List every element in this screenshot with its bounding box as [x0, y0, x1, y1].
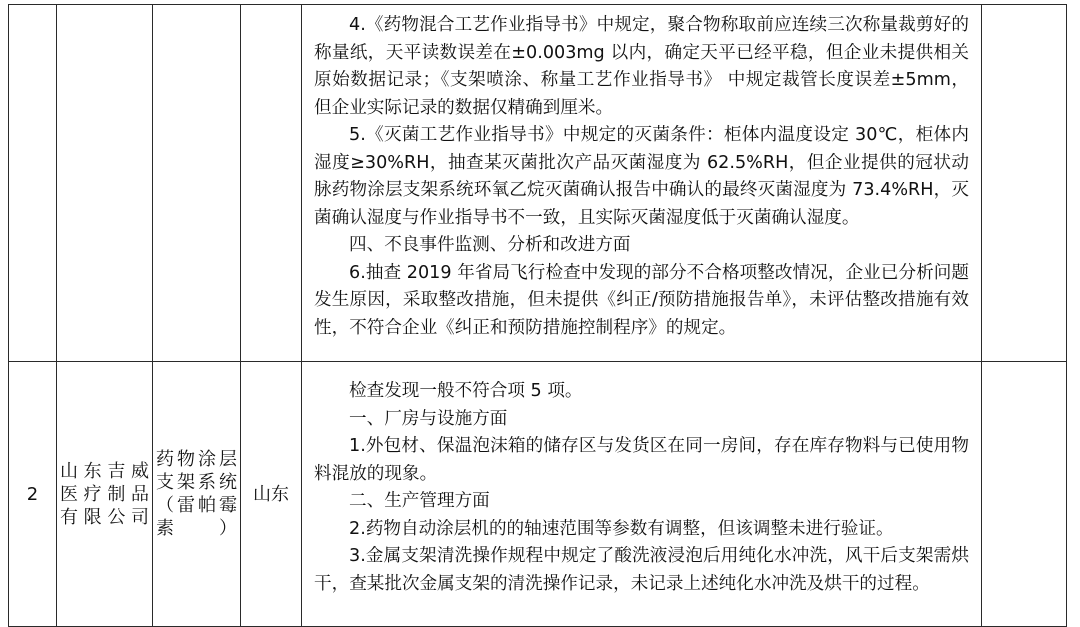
- row2-findings-cell: [302, 362, 982, 627]
- row1-remark-cell: [982, 5, 1067, 362]
- row1-company-cell: [57, 5, 153, 362]
- table-row: [9, 362, 1067, 627]
- row-number: 2: [9, 362, 57, 627]
- finding-paragraph: 3.金属支架清洗操作规程中规定了酸洗液浸泡后用纯化水冲洗，风干后支架需烘干，查某批次金属支架的清洗操作记录，未记录上述纯化水冲洗及烘干的过程。: [314, 546, 969, 594]
- section-heading: 一、厂房与设施方面: [349, 408, 508, 429]
- finding-paragraph: 4.《药物混合工艺作业指导书》中规定，聚合物称取前应连续三次称量裁剪好的称量纸，天平读数误差在±0.003mg 以内，确定天平已经平稳，但企业未提供相关原始数据记录；《支架喷涂、称量工艺作业指导书》 中规定裁管长度误差±5mm，但企业实际记录的数据仅精确到厘米。: [314, 15, 969, 118]
- row1-number-cell: [9, 5, 57, 362]
- company-cell: [57, 362, 153, 627]
- finding-summary: 检查发现一般不符合项 5 项。: [349, 381, 583, 401]
- section-heading: 四、不良事件监测、分析和改进方面: [349, 235, 631, 255]
- row1-product-cell: [153, 5, 241, 362]
- table-row: [9, 5, 1067, 362]
- finding-paragraph: 6.抽查 2019 年省局飞行检查中发现的部分不合格项整改情况，企业已分析问题发生原因，采取整改措施，但未提供《纠正/预防措施报告单》，未评估整改措施有效性，不符合企业《纠正和预防措施控制程序》的规定。: [314, 262, 969, 338]
- finding-paragraph: 1.外包材、保温泡沫箱的储存区与发货区在同一房间，存在库存物料与已使用物料混放的现象。: [314, 436, 969, 484]
- product-name: 药物涂层支架系统（雷帕霉素）: [156, 449, 237, 539]
- row1-province-cell: [241, 5, 302, 362]
- province-name: 山东: [253, 483, 289, 505]
- company-name: 山东吉威医疗制品有限公司: [60, 460, 149, 528]
- section-heading: 二、生产管理方面: [349, 491, 490, 511]
- row2-remark-cell: [982, 362, 1067, 627]
- province-cell: [241, 362, 302, 627]
- finding-paragraph: 5.《灭菌工艺作业指导书》中规定的灭菌条件：柜体内温度设定 30℃，柜体内湿度≥30%RH，抽查某灭菌批次产品灭菌湿度为 62.5%RH，但企业提供的冠状动脉药物涂层支架系统环氧乙烷灭菌确认报告中确认的最终灭菌湿度为 73.4%RH，灭菌确认湿度与作业指导书不一致，且实际灭菌湿度低于灭菌确认湿度。: [314, 125, 969, 228]
- row1-findings-cell: [302, 5, 982, 362]
- product-cell: [153, 362, 241, 627]
- inspection-table: [8, 4, 1067, 627]
- finding-paragraph: 2.药物自动涂层机的的轴速范围等参数有调整，但该调整未进行验证。: [349, 518, 894, 539]
